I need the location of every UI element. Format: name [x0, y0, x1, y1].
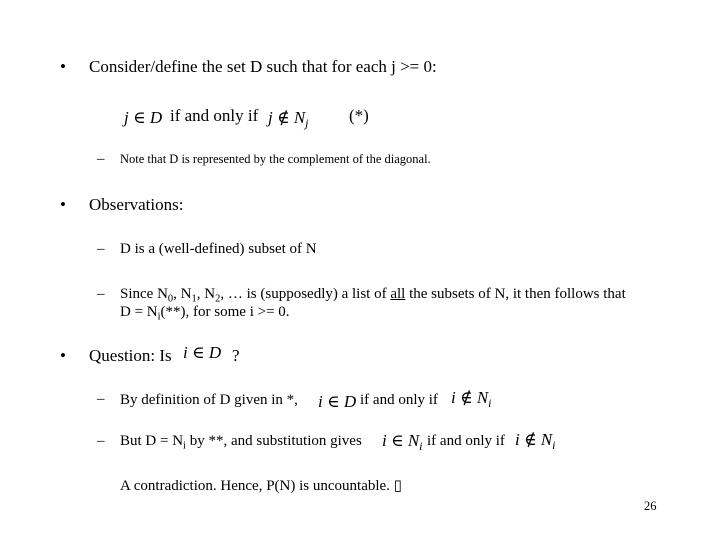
q-item-2-text: But $D = N_i$ by **, and substitution gives	[120, 433, 362, 452]
bullet-2-text: Observations:	[89, 195, 184, 214]
bullet-3-marker: •	[60, 346, 66, 365]
q-item-1-iff: if and only if	[360, 392, 438, 408]
underlined-all: all	[390, 286, 406, 302]
bullet-3-text: Question: Is	[89, 346, 172, 365]
conclusion-text: A contradiction. Hence, P(N) is uncountable. ▯	[120, 478, 402, 494]
page-number: 26	[644, 499, 657, 513]
obs-2-line-2: $D = N_i(**)$, for some i >= 0.	[120, 304, 290, 323]
obs-1-marker: –	[97, 241, 105, 257]
q-item-1-math-2: i ∉ $N_i$	[451, 388, 492, 411]
q-item-2-math-1: i ∈ $N_i$	[382, 431, 423, 454]
question-mark: ?	[232, 346, 240, 365]
definition-lhs: j ∈ D	[124, 108, 163, 127]
q-item-1-math-1: i ∈ D	[318, 392, 357, 411]
bullet-1-text: Consider/define the set D such that for each j >= 0:	[89, 57, 437, 76]
question-math: i ∈ D	[183, 343, 222, 362]
bullet-2-marker: •	[60, 195, 66, 214]
bullet-1-marker: •	[60, 57, 66, 76]
obs-1-text: D is a (well-defined) subset of N	[120, 241, 317, 257]
q-item-2-math-2: i ∉ $N_i$	[515, 430, 556, 453]
q-item-2-marker: –	[97, 433, 105, 449]
obs-2-marker: –	[97, 286, 105, 302]
note-marker: –	[97, 151, 105, 167]
definition-iff: if and only if	[170, 106, 259, 125]
definition-rhs: j ∉ $N_j$	[268, 108, 309, 131]
q-item-2-iff: if and only if	[427, 433, 505, 449]
q-item-1-text: By definition of D given in *,	[120, 392, 298, 408]
obs-2-line-1: Since $N_0$, $N_1$, $N_2$, … is (supposedly) a list of all the subsets of N, it then follows that	[120, 286, 626, 305]
note-text: Note that D is represented by the complement of the diagonal.	[120, 152, 431, 166]
definition-tag: (*)	[349, 106, 369, 125]
q-item-1-marker: –	[97, 391, 105, 407]
